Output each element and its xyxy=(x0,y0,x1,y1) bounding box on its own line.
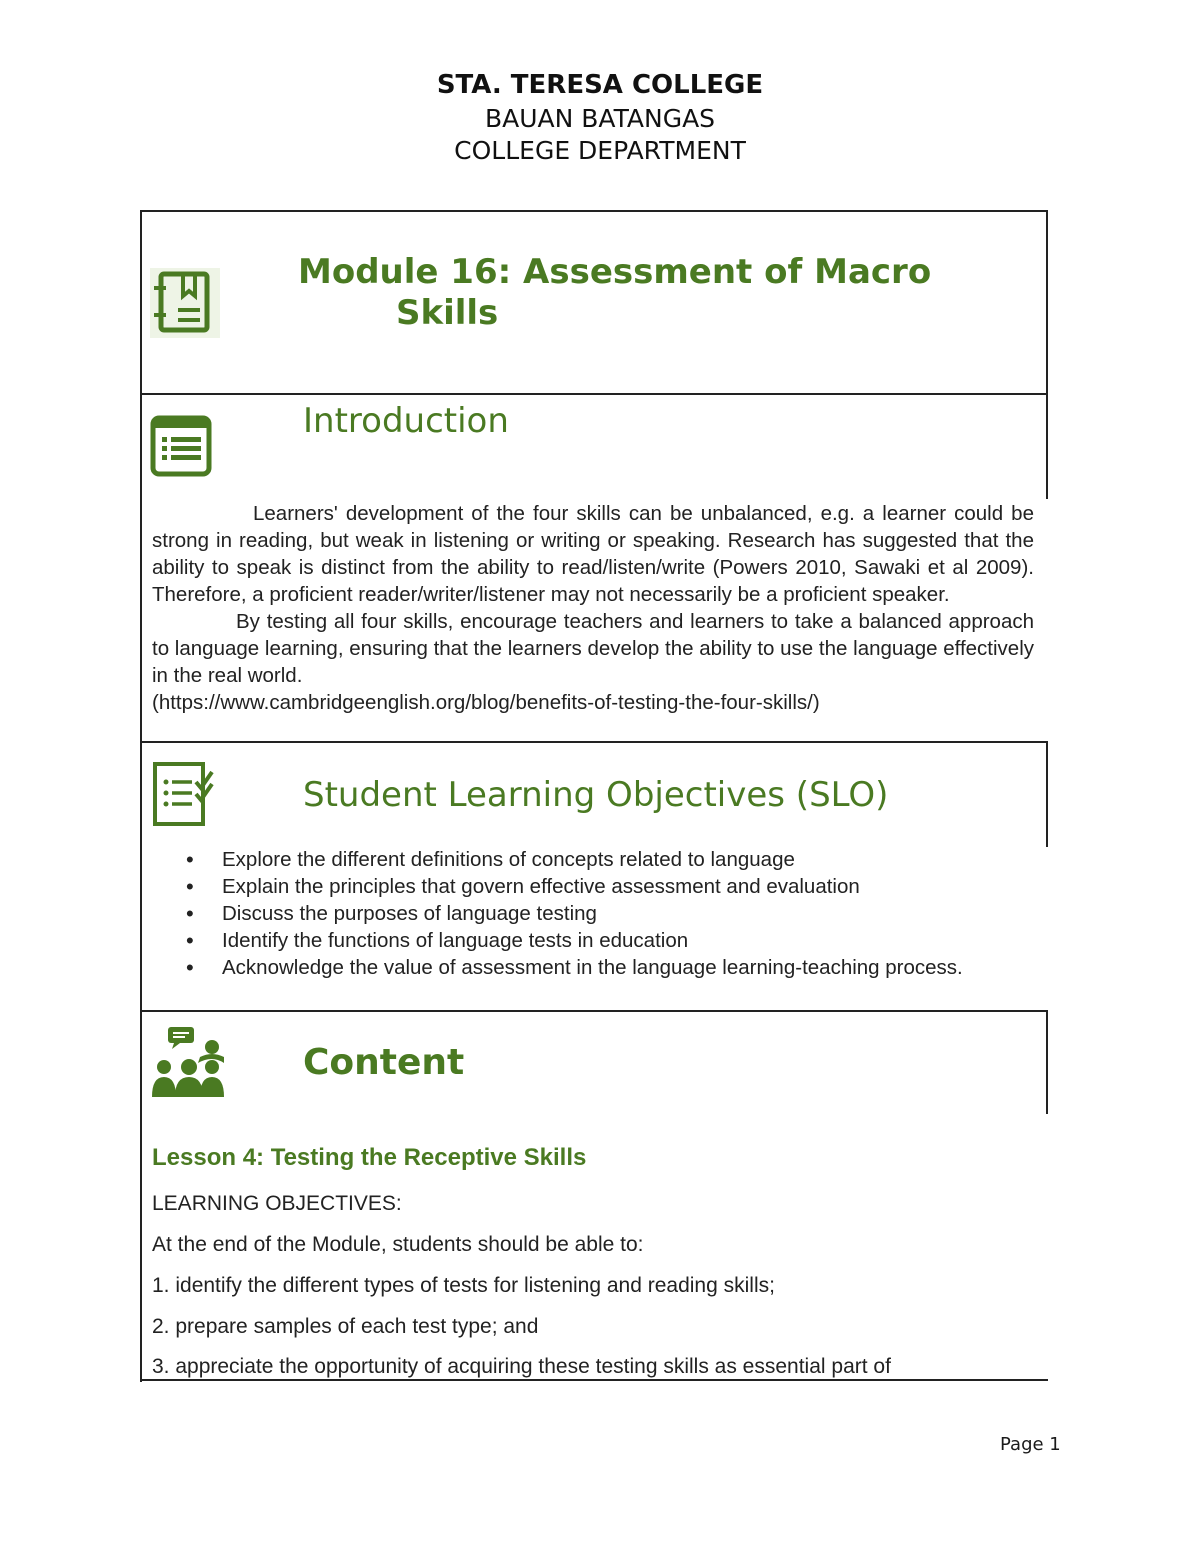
content-title: Content xyxy=(303,1042,465,1083)
box-bottom-border xyxy=(140,1379,1048,1381)
lesson-title: Lesson 4: Testing the Receptive Skills xyxy=(152,1144,587,1171)
content-box-right xyxy=(1046,1010,1048,1114)
list-item: • Explore the different definitions of concepts related to language xyxy=(152,846,1034,873)
college-department: COLLEGE DEPARTMENT xyxy=(454,136,746,165)
book-icon xyxy=(150,268,220,343)
module-box-right xyxy=(1046,210,1048,396)
objective-item: 1. identify the different types of tests for listening and reading skills; xyxy=(152,1274,775,1297)
module-box-divider xyxy=(140,393,1048,395)
module-title-line1: Module 16: Assessment of Macro xyxy=(298,252,932,292)
slo-list xyxy=(152,846,1034,981)
document-list-icon xyxy=(150,415,212,482)
introduction-body xyxy=(152,500,1034,716)
intro-source: (https://www.cambridgeenglish.org/blog/benefits-of-testing-the-four-skills/) xyxy=(152,691,820,714)
group-discussion-icon xyxy=(152,1025,226,1104)
intro-paragraph-1: Learners' development of the four skills can be unbalanced, e.g. a learner could be strong in reading, but weak in listening or writing or speaking. Research has suggested that the ability to speak is distinct from the ability to read/listen/write (Powers 2010, Sawaki et al 2009). Therefore, a proficient reader/writer/listener may not necessarily be a proficient speaker. xyxy=(152,502,1034,606)
module-title-line2: Skills xyxy=(396,293,499,333)
list-item: • Identify the functions of language tests in education xyxy=(152,927,1034,954)
introduction-title: Introduction xyxy=(303,401,509,441)
slo-title: Student Learning Objectives (SLO) xyxy=(303,775,889,815)
list-item: • Discuss the purposes of language testing xyxy=(152,900,1034,927)
objective-item: 3. appreciate the opportunity of acquiring these testing skills as essential part of xyxy=(152,1355,891,1378)
college-location: BAUAN BATANGAS xyxy=(484,104,716,133)
intro-paragraph-2: By testing all four skills, encourage teachers and learners to take a balanced approach to language learning, ensuring that the learners develop the ability to use the language effectively in the real world. xyxy=(152,610,1034,687)
objectives-heading: LEARNING OBJECTIVES: xyxy=(152,1192,402,1215)
box-left-border xyxy=(140,210,142,1382)
slo-box-right xyxy=(1046,741,1048,847)
objectives-intro: At the end of the Module, students should be able to: xyxy=(152,1233,644,1256)
list-item: • Explain the principles that govern effective assessment and evaluation xyxy=(152,873,1034,900)
slo-box-top xyxy=(140,741,1048,743)
intro-box-right xyxy=(1046,393,1048,499)
module-box-top xyxy=(140,210,1048,212)
content-box-top xyxy=(140,1010,1048,1012)
objective-item: 2. prepare samples of each test type; and xyxy=(152,1315,539,1338)
checklist-icon xyxy=(152,760,216,833)
college-name: STA. TERESA COLLEGE xyxy=(436,70,764,100)
page-number: Page 1 xyxy=(1000,1434,1061,1455)
list-item: • Acknowledge the value of assessment in the language learning-teaching process. xyxy=(152,954,1034,981)
